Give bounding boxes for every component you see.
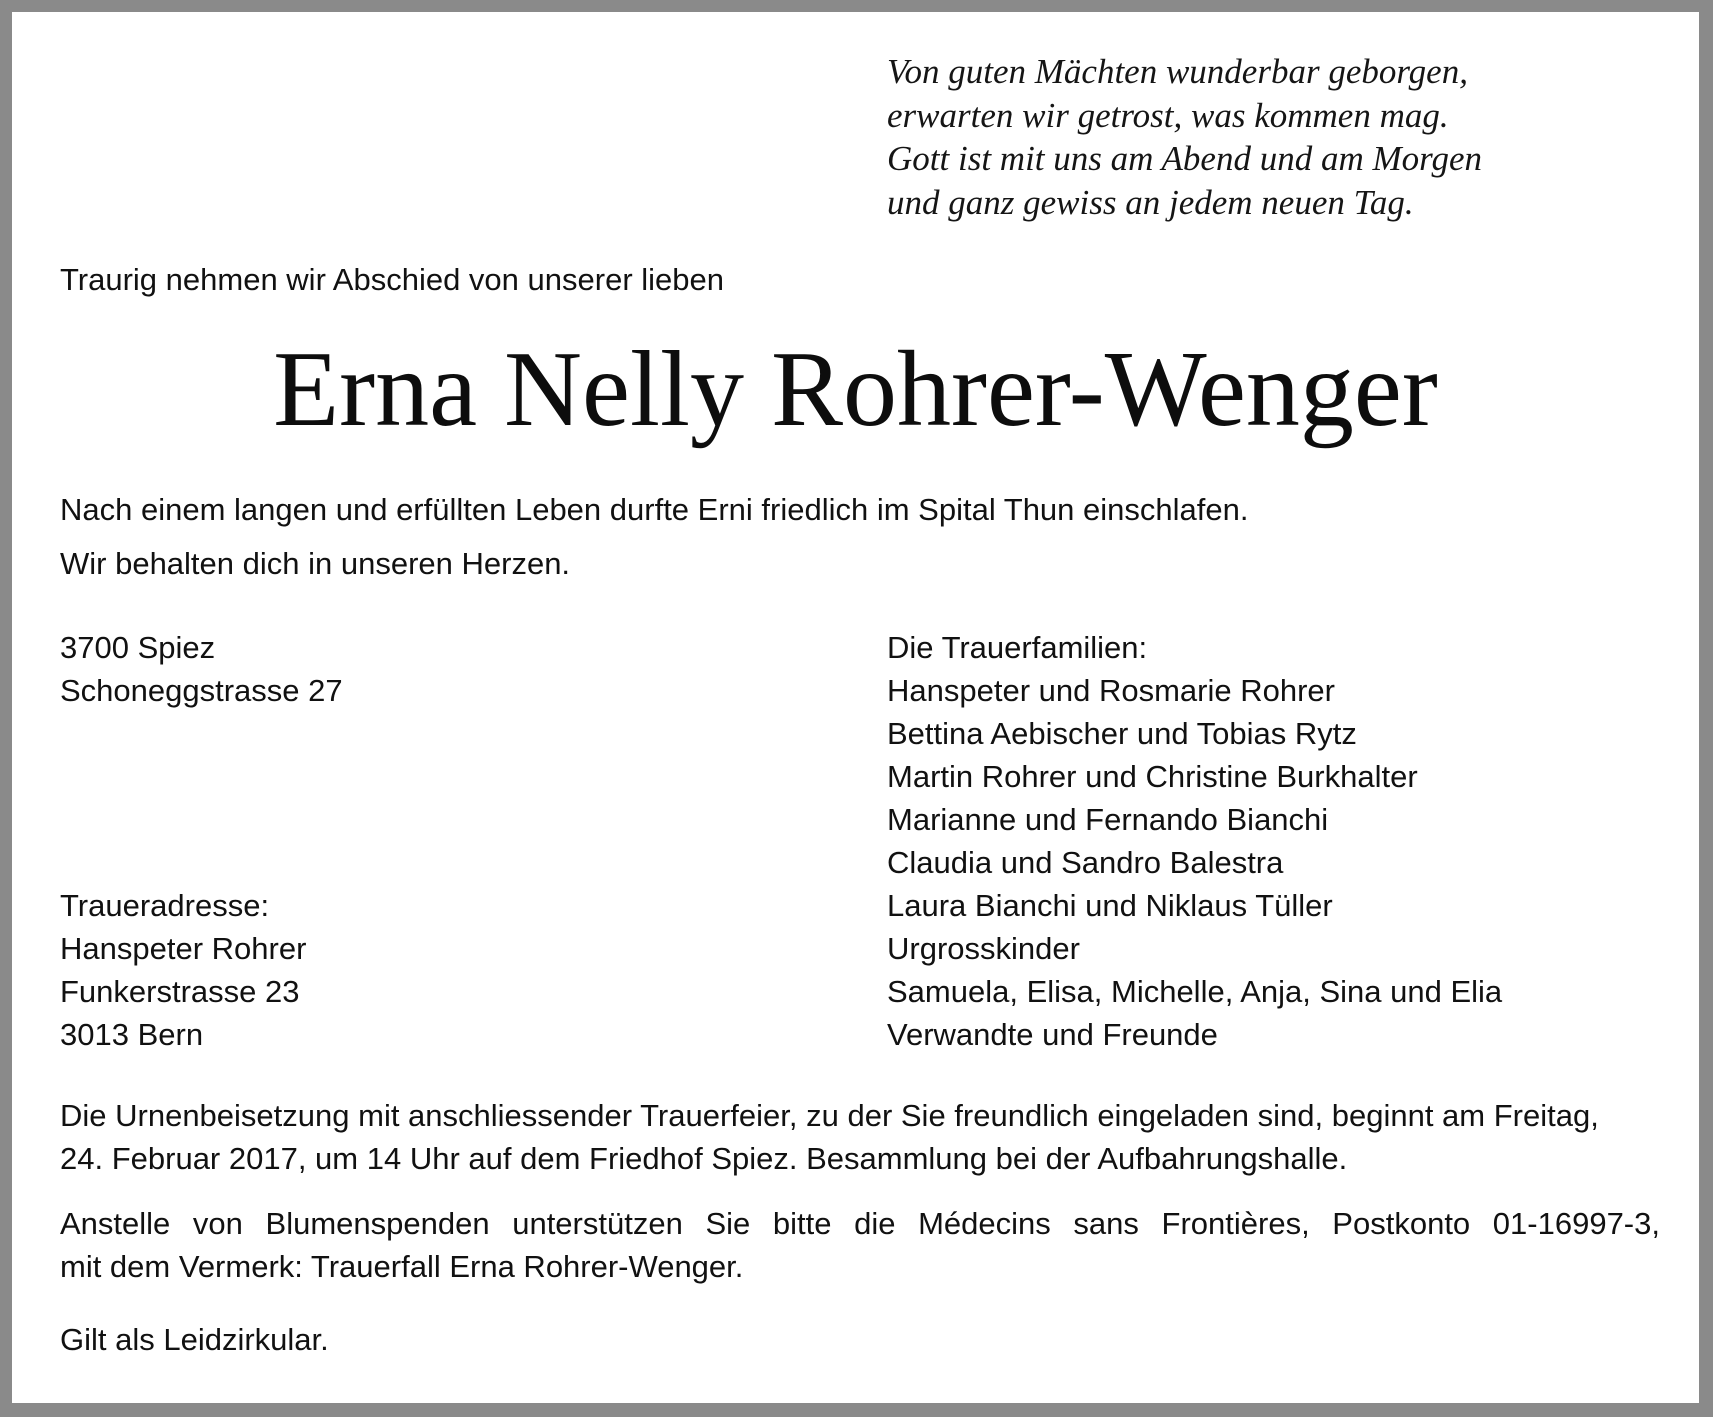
home-address-city: 3700 Spiez — [60, 630, 216, 665]
deceased-name: Erna Nelly Rohrer-Wenger — [273, 330, 1438, 449]
motto-line: Von guten Mächten wunderbar geborgen, — [887, 52, 1468, 91]
mourning-address — [60, 884, 306, 1056]
ceremony-line: Die Urnenbeisetzung mit anschliessender Trauerfeier, zu der Sie freundlich eingeladen sind, beginnt am Freitag, — [60, 1098, 1599, 1133]
family-entry: Marianne und Fernando Bianchi — [887, 802, 1329, 837]
mourning-address-label: Traueradresse: — [60, 888, 270, 923]
family-entry: Verwandte und Freunde — [887, 1017, 1218, 1052]
motto-verse — [887, 50, 1482, 224]
families-label: Die Trauerfamilien: — [887, 630, 1148, 665]
donation-line: mit dem Vermerk: Trauerfall Erna Rohrer-Wenger. — [60, 1249, 744, 1284]
motto-line: erwarten wir getrost, was kommen mag. — [887, 95, 1449, 135]
footer-note: Gilt als Leidzirkular. — [60, 1322, 329, 1357]
family-entry: Bettina Aebischer und Tobias Rytz — [887, 716, 1357, 751]
donation-line: Anstelle von Blumenspenden unterstützen Sie bitte die Médecins sans Frontières, Postkonto 01-16997-3, — [60, 1206, 1660, 1241]
mourning-address-city: 3013 Bern — [60, 1017, 204, 1052]
motto-line: Gott ist mit uns am Abend und am Morgen — [887, 139, 1482, 178]
family-entry: Martin Rohrer und Christine Burkhalter — [887, 759, 1418, 794]
home-address-street: Schoneggstrasse 27 — [60, 673, 343, 708]
family-entry: Claudia und Sandro Balestra — [887, 845, 1284, 880]
message-line: Wir behalten dich in unseren Herzen. — [60, 546, 571, 581]
family-entry: Laura Bianchi und Niklaus Tüller — [887, 888, 1333, 923]
mourning-address-name: Hanspeter Rohrer — [60, 931, 307, 966]
ceremony-line: 24. Februar 2017, um 14 Uhr auf dem Friedhof Spiez. Besammlung bei der Aufbahrungshalle. — [60, 1141, 1348, 1176]
family-entry: Urgrosskinder — [887, 931, 1080, 966]
mourning-families — [887, 626, 1502, 1056]
message-line: Nach einem langen und erfüllten Leben durfte Erni friedlich im Spital Thun einschlafen. — [60, 492, 1249, 527]
intro-text: Traurig nehmen wir Abschied von unserer lieben — [60, 262, 724, 297]
home-address — [60, 626, 343, 712]
obituary-page — [12, 12, 1699, 1403]
family-entry: Samuela, Elisa, Michelle, Anja, Sina und Elia — [887, 974, 1503, 1009]
donation-paragraph — [60, 1202, 1660, 1288]
motto-line: und ganz gewiss an jedem neuen Tag. — [887, 182, 1414, 222]
mourning-address-street: Funkerstrasse 23 — [60, 974, 300, 1009]
ceremony-paragraph — [60, 1094, 1660, 1180]
family-entry: Hanspeter und Rosmarie Rohrer — [887, 673, 1335, 708]
